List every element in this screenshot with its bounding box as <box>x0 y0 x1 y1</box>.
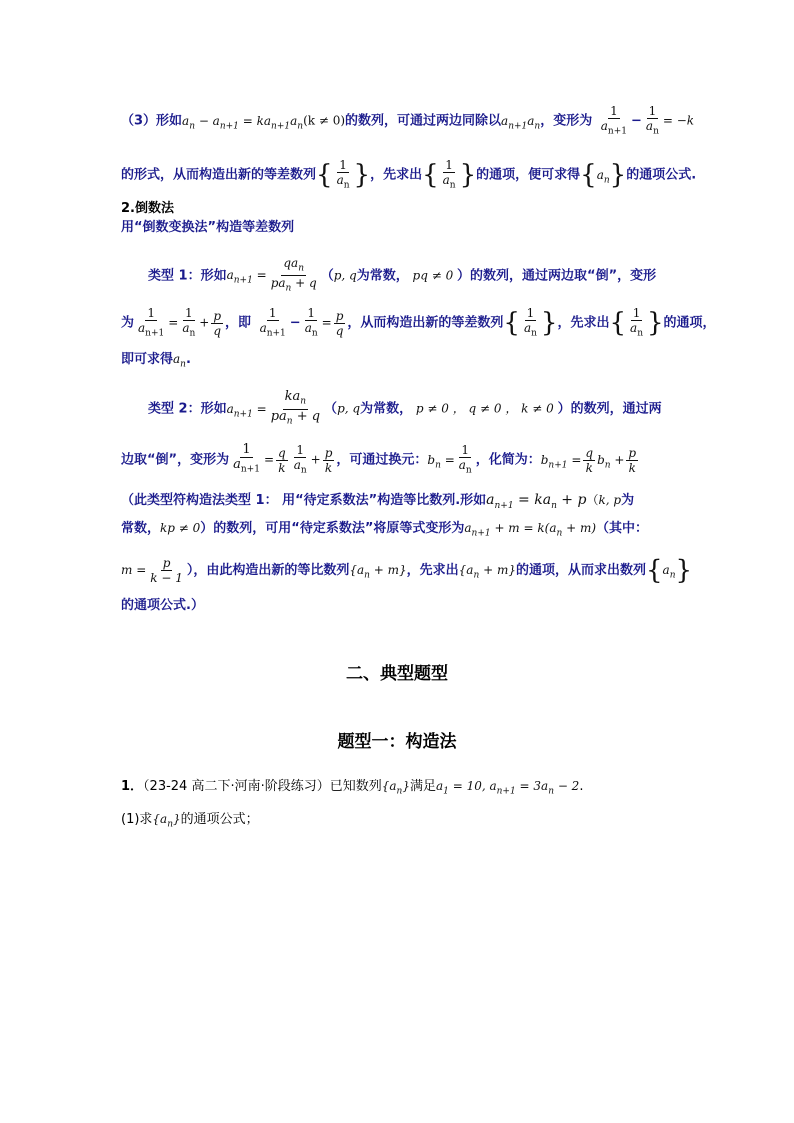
p3-line2: 的形式，从而构造出新的等差数列{ $\frac{1}{a_n}$ }，先求出{ $\frac{1}{a_n}$ }的通项，便可求得$\{a_n\}$的通项公式. <box>121 158 697 191</box>
section2-subheading: 用“倒数变换法”构造等差数列 <box>121 220 295 235</box>
type1-line2: 为 $\frac{1}{a_{n+1}}$ = $\frac{1}{a_n}$ + $\frac{p}{q}$ ，即 $\frac{1}{a_{n+1}}$ − $\frac{1}{a_n}$ = $\frac{p}{q}$ ，从而构造出新的等差数列{ $\frac{1}{a_n}$ }，先求出{ $\frac{1}{a_n}$ }的通项， <box>121 306 716 339</box>
problem1-line: 1．（23-24 高二下·河南·阶段练习）已知数列$\{a_n\}$满足$a_1 = 10$, $a_{n+1} = 3a_n - 2$. <box>121 779 584 797</box>
sub-heading: 题型一：构造法 <box>337 732 457 752</box>
type2-line1: 类型 2：形如$a_{n+1}$ = $\frac{ka_n}{pa_n + q}$ （p, q为常数， p ≠ 0 ， q ≠ 0 ， k ≠ 0 ）的数列，通过两 <box>148 389 662 427</box>
type2-line4: 常数，kp ≠ 0）的数列，可用“待定系数法”将原等式变形为$a_{n+1} + m = k(a_n + m)$（其中： <box>121 521 649 539</box>
main-heading: 二、典型题型 <box>346 664 448 684</box>
type1-line3: 即可求得$a_n$. <box>121 352 191 370</box>
type2-line2: 边取“倒”，变形为 $\frac{1}{a_{n+1}}$ = $\frac{q}{k}$ $\frac{1}{a_n}$ + $\frac{p}{k}$ ，可通过换元：$b_n$ = $\frac{1}{a_n}$ ，化简为：$b_{n+1}$ = $\frac{q}{k}$ $b_n$ + $\frac{p}{k}$ <box>121 442 637 476</box>
type2-line5: m = $\frac{p}{k - 1}$ ），由此构造出新的等比数列$\{a_n + m\}$，先求出$\{a_n + m\}$的通项，从而求出数列$\{a_n\}$ <box>121 555 693 586</box>
type1-line1: 类型 1：形如$a_{n+1}$ = $\frac{qa_n}{pa_n + q}$ （p, q为常数， pq ≠ 0 ）的数列，通过两边取“倒”，变形 <box>148 256 657 294</box>
section2-heading: 2.倒数法 <box>121 201 174 216</box>
type2-line6: 的通项公式.） <box>121 598 204 613</box>
p3-line1: （3）形如$a_n - a_{n+1} = ka_{n+1}a_n(k \ne 0)$的数列，可通过两边同除以$a_{n+1}a_n$，变形为 $\frac{1}{a_{n+1}}$ − $\frac{1}{a_n}$ = −k <box>121 104 695 137</box>
type2-line3: （此类型符构造法类型 1： 用“待定系数法”构造等比数列.形如$a_{n+1} = ka_n + p(k$, p为 <box>121 492 635 511</box>
problem1-part1: (1)求$\{a_n\}$的通项公式； <box>121 812 259 830</box>
